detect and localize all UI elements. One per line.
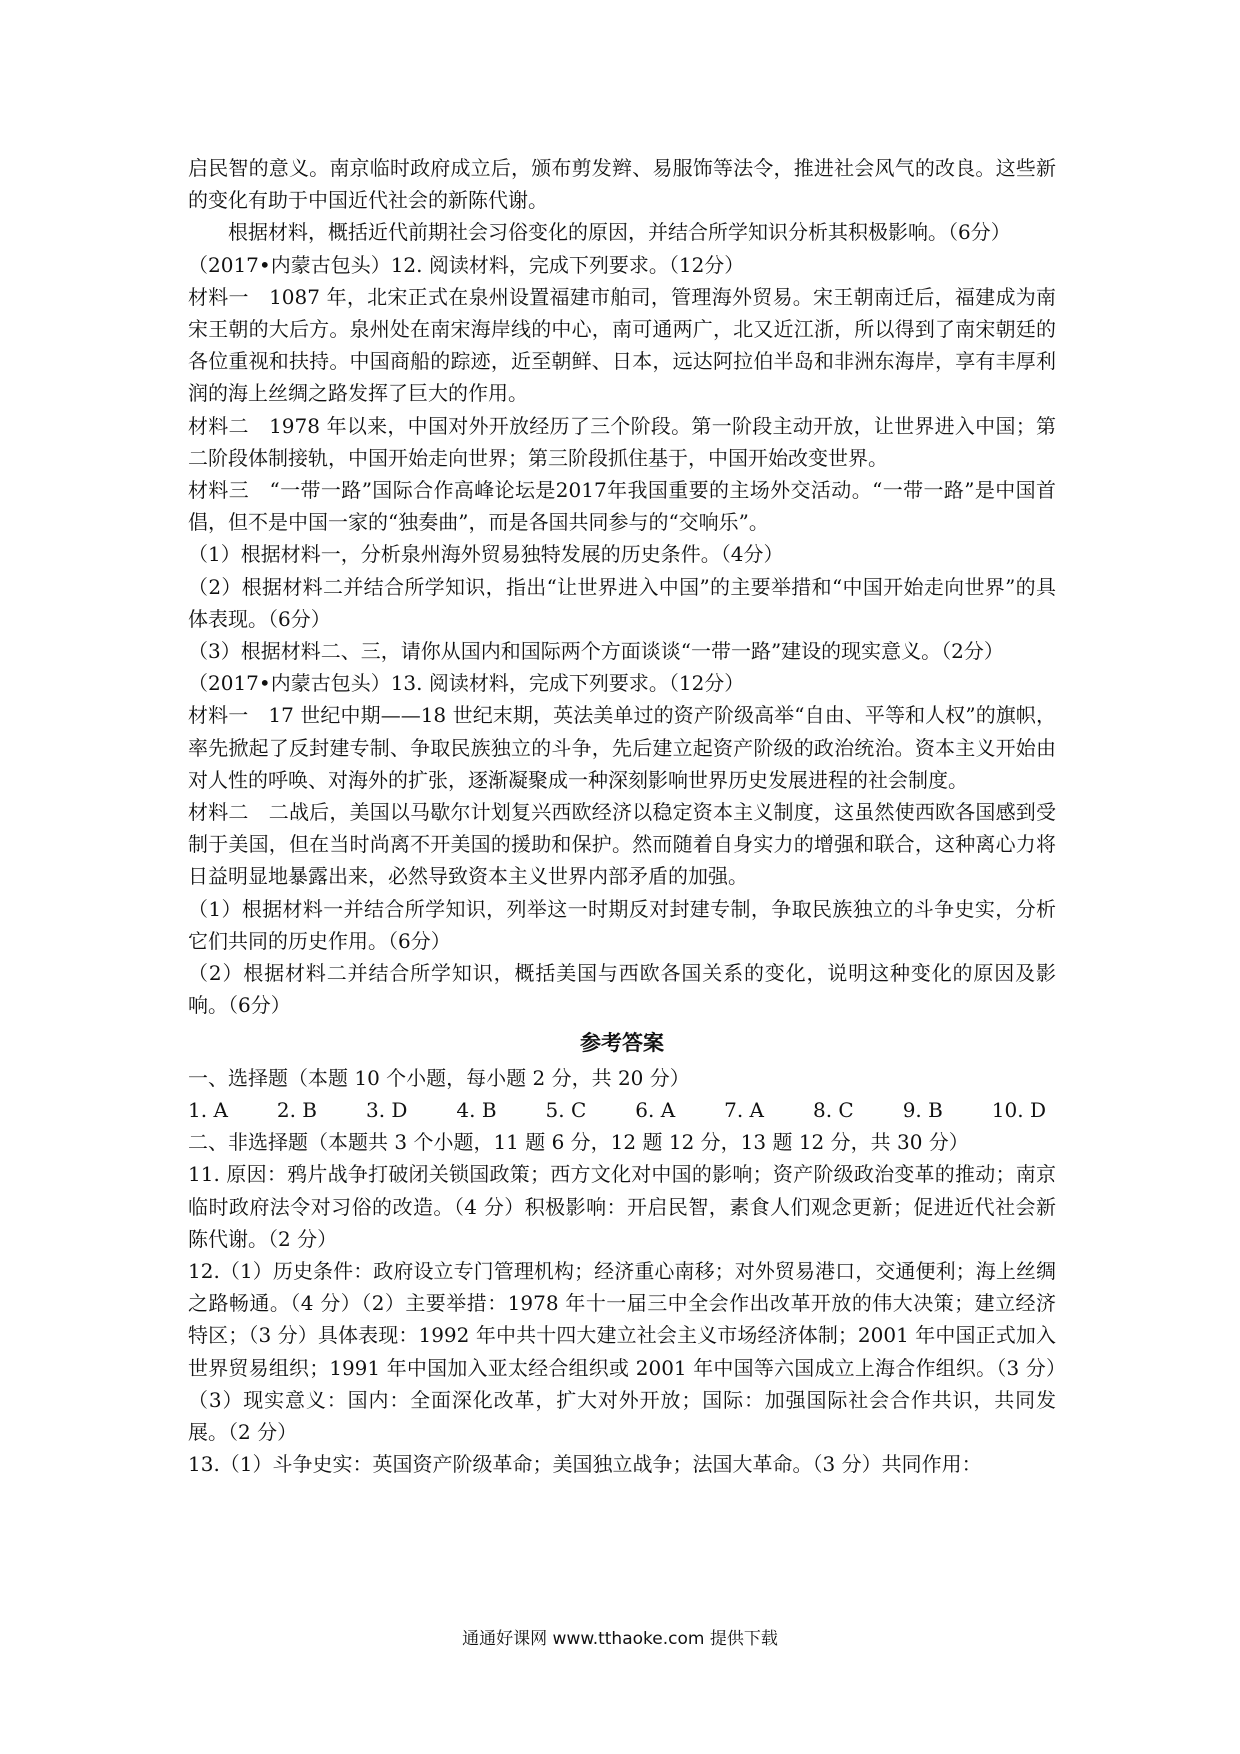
answers-section-1: 一、选择题（本题 10 个小题，每小题 2 分，共 20 分） (188, 1065, 690, 1090)
choice-answer: 9. B (902, 1097, 943, 1122)
choice-answer: 2. B (276, 1097, 317, 1122)
question-12-material-1: 材料一 1087 年，北宋正式在泉州设置福建市舶司，管理海外贸易。宋王朝南迁后，福建成为南宋王朝的大后方。泉州处在南宋海岸线的中心，南可通两广，北又近江浙，所以得到了南宋朝廷的各位重视和扶持。中国商船的踪迹，近至朝鲜、日本，远达阿拉伯半岛和非洲东海岸，享有丰厚利润的海上丝绸之路发挥了巨大的作用。 (188, 284, 1056, 406)
question-13-material-1: 材料一 17 世纪中期——18 世纪末期，英法美单过的资产阶级高举“自由、平等和人权”的旗帜，率先掀起了反封建专制、争取民族独立的斗争，先后建立起资产阶级的政治统治。资本主义开始由对人性的呼唤、对海外的扩张，逐渐凝聚成一种深刻影响世界历史发展进程的社会制度。 (188, 703, 1056, 792)
answer-12: 12.（1）历史条件：政府设立专门管理机构；经济重心南移；对外贸易港口，交通便利；海上丝绸之路畅通。（4 分）（2）主要举措：1978 年十一届三中全会作出改革开放的伟大决策；建立经济特区；（3 分）具体表现：1992 年中共十四大建立社会主义市场经济体制；2001 年中国正式加入世界贸易组织；1991 年中国加入亚太经合组织或 2001 年中国等六国成立上海合作组织。（3 分）（3）现实意义：国内：全面深化改革，扩大对外开放；国际：加强国际社会合作共识，共同发展。（2 分） (188, 1258, 1056, 1444)
answers-section-2: 二、非选择题（本题共 3 个小题，11 题 6 分，12 题 12 分，13 题 12 分，共 30 分） (188, 1130, 969, 1155)
answers-title: 参考答案 (580, 1030, 664, 1056)
choice-answers (188, 1094, 1056, 1126)
question-12-material-3: 材料三 “一带一路”国际合作高峰论坛是2017年我国重要的主场外交活动。“一带一路”是中国首倡，但不是中国一家的“独奏曲”，而是各国共同参与的“交响乐”。 (188, 478, 1056, 535)
answer-11: 11. 原因：鸦片战争打破闭关锁国政策；西方文化对中国的影响；资产阶级政治变革的推动；南京临时政府法令对习俗的改造。（4 分）积极影响：开启民智，素食人们观念更新；促进近代社会新陈代谢。（2 分） (188, 1162, 1056, 1251)
choice-answer: 10. D (991, 1097, 1046, 1122)
answer-13: 13.（1）斗争史实：英国资产阶级革命；美国独立战争；法国大革命。（3 分）共同作用： (188, 1452, 982, 1477)
choice-answer: 6. A (635, 1097, 676, 1122)
page-footer: 通通好课网 www.tthaoke.com 提供下载 (462, 1629, 778, 1649)
question-12-header: （2017•内蒙古包头）12. 阅读材料，完成下列要求。（12分） (188, 252, 745, 277)
question-13-header: （2017•内蒙古包头）13. 阅读材料，完成下列要求。（12分） (188, 671, 745, 696)
question-12-sub-1: （1）根据材料一，分析泉州海外贸易独特发展的历史条件。（4分） (188, 542, 784, 567)
question-13-sub-2: （2）根据材料二并结合所学知识，概括美国与西欧各国关系的变化，说明这种变化的原因及影响。（6分） (188, 961, 1056, 1018)
question-12-material-2: 材料二 1978 年以来，中国对外开放经历了三个阶段。第一阶段主动开放，让世界进入中国；第二阶段体制接轨，中国开始走向世界；第三阶段抓住基于，中国开始改变世界。 (188, 413, 1056, 470)
document-content (188, 152, 1056, 1480)
choice-answer: 5. C (545, 1097, 587, 1122)
question-13-material-2: 材料二 二战后，美国以马歇尔计划复兴西欧经济以稳定资本主义制度，这虽然使西欧各国感到受制于美国，但在当时尚离不开美国的援助和保护。然而随着自身实力的增强和联合，这种离心力将日益明显地暴露出来，必然导致资本主义世界内部矛盾的加强。 (188, 800, 1056, 889)
question-13-sub-1: （1）根据材料一并结合所学知识，列举这一时期反对封建专制，争取民族独立的斗争史实，分析它们共同的历史作用。（6分） (188, 896, 1056, 953)
choice-answer: 7. A (724, 1097, 764, 1122)
text-line-continuation: 启民智的意义。南京临时政府成立后，颁布剪发辫、易服饰等法令，推进社会风气的改良。这些新的变化有助于中国近代社会的新陈代谢。 (188, 156, 1056, 213)
question-12-sub-3: （3）根据材料二、三，请你从国内和国际两个方面谈谈“一带一路”建设的现实意义。（2分） (188, 639, 1004, 664)
choice-answer: 8. C (812, 1097, 854, 1122)
choice-answer: 4. B (456, 1097, 497, 1122)
question-11-prompt: 根据材料，概括近代前期社会习俗变化的原因，并结合所学知识分析其积极影响。（6分） (228, 220, 1011, 245)
choice-answer: 3. D (365, 1097, 408, 1122)
question-12-sub-2: （2）根据材料二并结合所学知识，指出“让世界进入中国”的主要举措和“中国开始走向世界”的具体表现。（6分） (188, 574, 1056, 631)
choice-answer: 1. A (188, 1097, 228, 1122)
